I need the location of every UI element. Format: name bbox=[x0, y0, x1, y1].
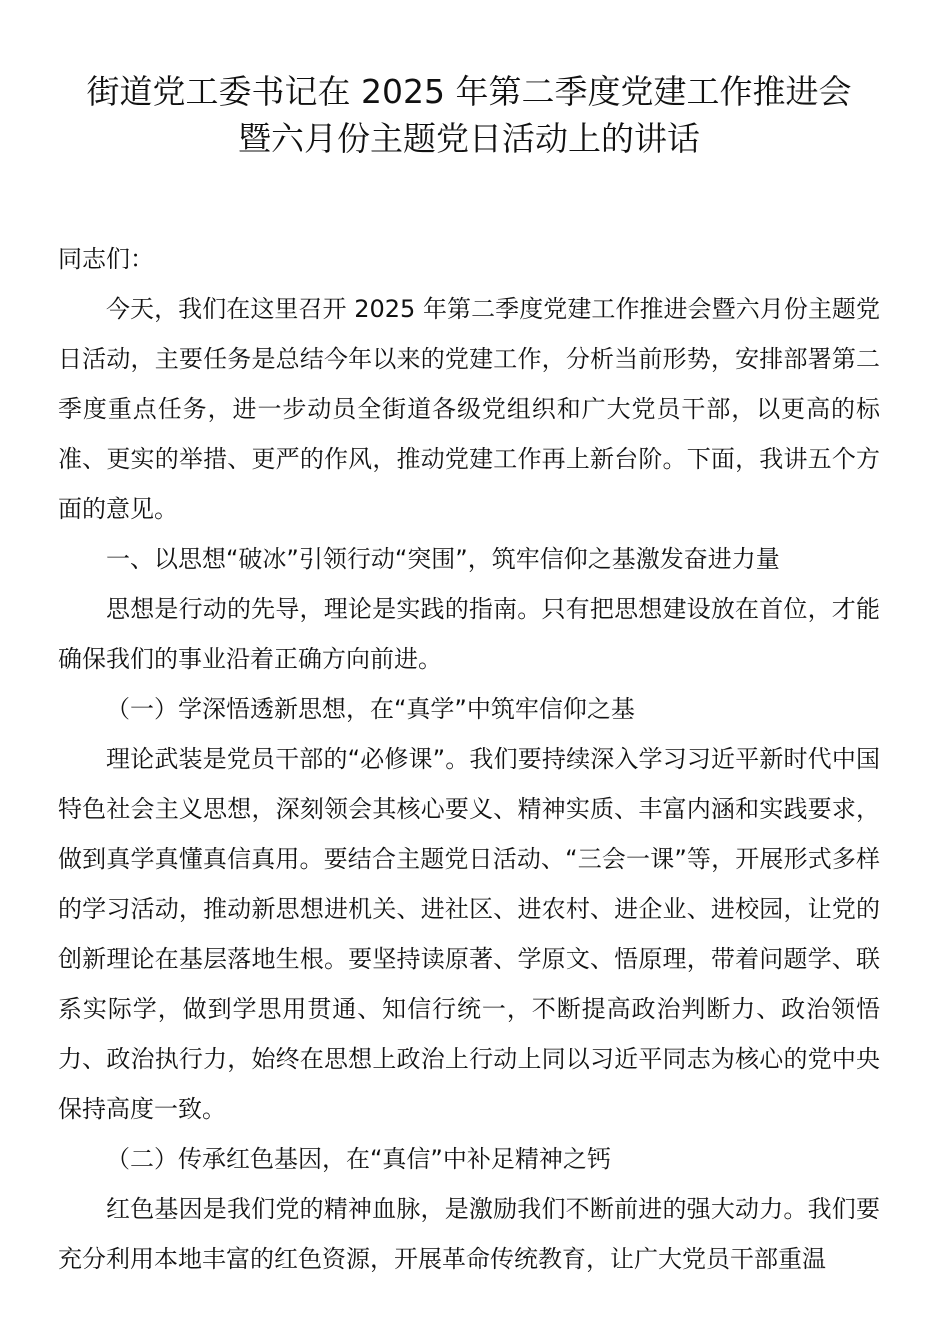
title-line-2: 暨六月份主题党日活动上的讲话 bbox=[238, 119, 700, 158]
document-page bbox=[58, 68, 880, 1284]
subheading-2-paragraph: 红色基因是我们党的精神血脉，是激励我们不断前进的强大动力。我们要充分利用本地丰富的红色资源，开展革命传统教育，让广大党员干部重温 bbox=[58, 1195, 880, 1273]
title-line-1: 街道党工委书记在 2025 年第二季度党建工作推进会 bbox=[86, 72, 852, 111]
subheading-1-paragraph: 理论武装是党员干部的“必修课”。我们要持续深入学习习近平新时代中国特色社会主义思想，深刻领会其核心要义、精神实质、丰富内涵和实践要求，做到真学真懂真信真用。要结合主题党日活动、“三会一课”等，开展形式多样的学习活动，推动新思想进机关、进社区、进农村、进企业、进校园，让党的创新理论在基层落地生根。要坚持读原著、学原文、悟原理，带着问题学、联系实际学，做到学思用贯通、知信行统一，不断提高政治判断力、政治领悟力、政治执行力，始终在思想上政治上行动上同以习近平同志为核心的党中央保持高度一致。 bbox=[58, 745, 880, 1123]
subheading-1: （一）学深悟透新思想，在“真学”中筑牢信仰之基 bbox=[106, 695, 635, 723]
section-heading-1: 一、以思想“破冰”引领行动“突围”，筑牢信仰之基激发奋进力量 bbox=[106, 545, 780, 573]
document-title bbox=[58, 68, 880, 162]
section-1-paragraph: 思想是行动的先导，理论是实践的指南。只有把思想建设放在首位，才能确保我们的事业沿着正确方向前进。 bbox=[58, 595, 880, 673]
subheading-2: （二）传承红色基因，在“真信”中补足精神之钙 bbox=[106, 1145, 611, 1173]
document-body bbox=[58, 234, 880, 1284]
salutation: 同志们： bbox=[58, 245, 154, 273]
intro-paragraph: 今天，我们在这里召开 2025 年第二季度党建工作推进会暨六月份主题党日活动，主要任务是总结今年以来的党建工作，分析当前形势，安排部署第二季度重点任务，进一步动员全街道各级党组织和广大党员干部，以更高的标准、更实的举措、更严的作风，推动党建工作再上新台阶。下面，我讲五个方面的意见。 bbox=[58, 295, 880, 523]
